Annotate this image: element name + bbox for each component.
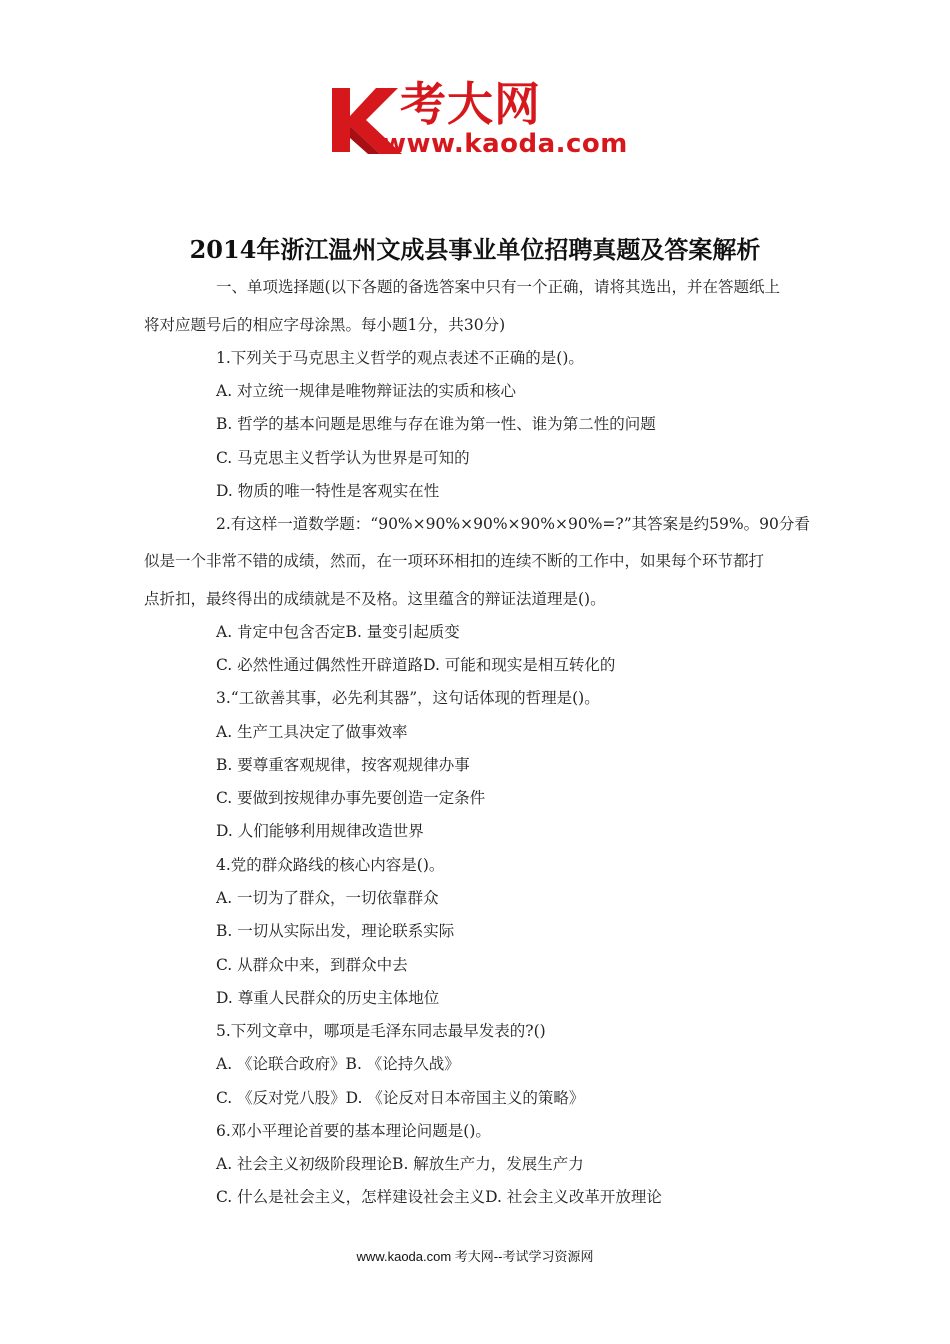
option-3c: C. 要做到按规律办事先要创造一定条件 xyxy=(216,789,486,807)
question-2: 2.有这样一道数学题：“90%×90%×90%×90%×90%=?”其答案是约59%。90分看 xyxy=(216,515,810,533)
options-5cd: C. 《反对党八股》D. 《论反对日本帝国主义的策略》 xyxy=(216,1089,585,1107)
option-3a: A. 生产工具决定了做事效率 xyxy=(216,723,408,741)
option-1b: B. 哲学的基本问题是思维与存在谁为第一性、谁为第二性的问题 xyxy=(216,415,656,433)
option-4c: C. 从群众中来，到群众中去 xyxy=(216,956,408,974)
options-6cd: C. 什么是社会主义，怎样建设社会主义D. 社会主义改革开放理论 xyxy=(216,1188,662,1206)
logo-brand-name: 考大网 xyxy=(400,77,541,131)
question-6: 6.邓小平理论首要的基本理论问题是()。 xyxy=(216,1122,491,1140)
question-2-cont-2: 点折扣，最终得出的成绩就是不及格。这里蕴含的辩证法道理是()。 xyxy=(144,590,606,608)
options-2ab: A. 肯定中包含否定B. 量变引起质变 xyxy=(216,623,460,641)
option-4d: D. 尊重人民群众的历史主体地位 xyxy=(216,989,440,1007)
option-4b: B. 一切从实际出发，理论联系实际 xyxy=(216,922,455,940)
question-5: 5.下列文章中，哪项是毛泽东同志最早发表的?() xyxy=(216,1022,546,1040)
kaoda-logo xyxy=(328,78,648,162)
section-heading: 一、单项选择题(以下各题的备选答案中只有一个正确，请将其选出，并在答题纸上 xyxy=(216,278,781,296)
option-1a: A. 对立统一规律是唯物辩证法的实质和核心 xyxy=(216,382,517,400)
question-3: 3.“工欲善其事，必先利其器”，这句话体现的哲理是()。 xyxy=(216,689,600,707)
option-3b: B. 要尊重客观规律，按客观规律办事 xyxy=(216,756,470,774)
options-2cd: C. 必然性通过偶然性开辟道路D. 可能和现实是相互转化的 xyxy=(216,656,616,674)
options-5ab: A. 《论联合政府》B. 《论持久战》 xyxy=(216,1055,460,1073)
document-title: 2014年浙江温州文成县事业单位招聘真题及答案解析 xyxy=(189,235,761,264)
option-3d: D. 人们能够利用规律改造世界 xyxy=(216,822,424,840)
section-heading-cont: 将对应题号后的相应字母涂黑。每小题1分，共30分) xyxy=(144,316,506,334)
page-footer: www.kaoda.com 考大网--考试学习资源网 xyxy=(356,1249,594,1264)
question-2-cont-1: 似是一个非常不错的成绩，然而，在一项环环相扣的连续不断的工作中，如果每个环节都打 xyxy=(144,552,765,570)
option-4a: A. 一切为了群众，一切依靠群众 xyxy=(216,889,439,907)
options-6ab: A. 社会主义初级阶段理论B. 解放生产力，发展生产力 xyxy=(216,1155,584,1173)
option-1c: C. 马克思主义哲学认为世界是可知的 xyxy=(216,449,470,467)
question-1: 1.下列关于马克思主义哲学的观点表述不正确的是()。 xyxy=(216,349,584,367)
logo-url: www.kaoda.com xyxy=(382,129,628,159)
question-4: 4.党的群众路线的核心内容是()。 xyxy=(216,856,445,874)
option-1d: D. 物质的唯一特性是客观实在性 xyxy=(216,482,440,500)
